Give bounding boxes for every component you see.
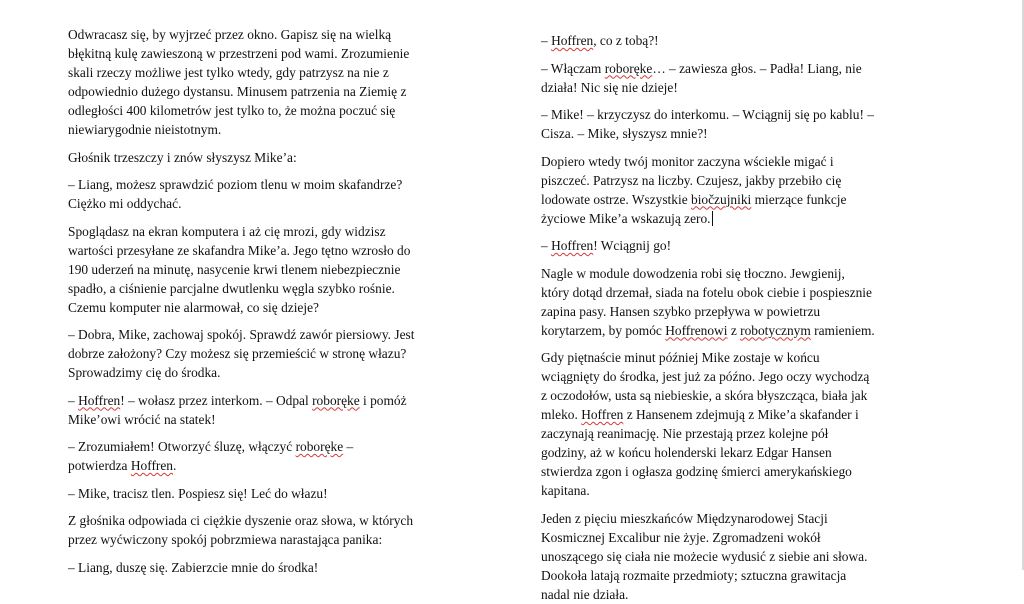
text-run: z Hansenem zdejmują z Mike’a skafander i zaczynają reanimację. Nie przestają przez kolejne pół godziny, aż w końcu holenderski lekarz Edgar Hansen stwierdza zgon i ogłasza godzinę śmierci amerykańskiego kapitana. — [541, 407, 859, 498]
text-run: – Zrozumiałem! Otworzyć śluzę, włączyć — [68, 439, 293, 454]
misspelled-word[interactable]: Hoffren — [130, 458, 173, 473]
text-run: – — [541, 238, 548, 253]
text-run: , co z tobą?! — [593, 33, 659, 48]
paragraph: – Liang, duszę się. Zabierzcie mnie do środka! — [68, 559, 319, 575]
paragraph — [55, 391, 415, 429]
misspelled-word[interactable]: roboręke — [604, 60, 653, 76]
paragraph: – Liang, możesz sprawdzić poziom tlenu w moim skafandrze? Ciężko mi oddychać. — [68, 177, 403, 211]
paragraph: Głośnik trzeszczy i znów słyszysz Mike’a: — [68, 149, 297, 165]
paragraph — [528, 59, 876, 97]
paragraph — [528, 348, 876, 500]
text-run: – — [541, 33, 548, 48]
text-run: i pomóż Mike’owi wrócić na statek! — [68, 392, 407, 427]
text-run: ! Wciągnij go! — [593, 238, 672, 253]
paragraph: – Mike! – krzyczysz do interkomu. – Wciągnij się po kablu! – Cisza. – Mike, słyszysz mnie?! — [541, 107, 874, 141]
text-run: z — [730, 322, 737, 338]
text-run: – Włączam — [541, 60, 602, 76]
misspelled-word[interactable]: Hoffrenowi — [665, 322, 728, 338]
document-page-right[interactable] — [528, 0, 876, 601]
text-run: Dopiero wtedy twój monitor zaczyna wściekle migać i piszczeć. Patrzysz na liczby. Czujesz, jakby przebiło cię lodowate ostrze. Wszystkie — [541, 153, 842, 207]
paragraph — [55, 437, 415, 475]
paragraph — [528, 31, 876, 50]
document-page-left[interactable] — [55, 0, 415, 595]
text-run: … – zawiesza głos. – Padła! Liang, nie działa! Nic się nie dzieje! — [541, 60, 862, 95]
paragraph — [528, 264, 876, 340]
text-run: . — [173, 458, 177, 473]
misspelled-word[interactable]: Hoffren — [581, 407, 624, 422]
paragraph: Z głośnika odpowiada ci ciężkie dyszenie oraz słowa, w których przez wyćwiczony spokój pobrzmiewa narastająca panika: — [68, 513, 414, 547]
misspelled-word[interactable]: robotycznym — [740, 322, 811, 338]
misspelled-word[interactable]: Hoffren — [551, 238, 594, 253]
text-run: ! – wołasz przez interkom. – Odpal — [120, 392, 309, 408]
text-run: mierzące funkcje życiowe Mike’a wskazują zero. — [541, 191, 847, 226]
misspelled-word[interactable]: Hoffren — [551, 33, 594, 48]
text-run: – — [68, 392, 75, 408]
misspelled-word[interactable]: roboręke — [295, 439, 344, 454]
paragraph — [528, 236, 876, 255]
misspelled-word[interactable]: roboręke — [312, 392, 360, 408]
paragraph: – Mike, tracisz tlen. Pospiesz się! Leć do włazu! — [68, 485, 328, 501]
text-cursor — [712, 211, 713, 226]
text-run: Nagle w module dowodzenia robi się tłoczno. Jewgienij, który dotąd drzemał, siada na fotelu obok ciebie i pospiesznie zapina pasy. Hansen szybko przepływa w powietrzu korytarzem, by pomóc — [541, 265, 872, 338]
paragraph: – Dobra, Mike, zachowaj spokój. Sprawdź zawór piersiowy. Jest dobrze założony? Czy możesz się przemieścić w stronę włazu? Sprowadzimy cię do środka. — [68, 327, 415, 380]
misspelled-word[interactable]: biočzujniki — [691, 191, 752, 207]
paragraph: Odwracasz się, by wyjrzeć przez okno. Gapisz się na wielką błękitną kulę zawieszoną w przestrzeni pod wami. Zrozumienie skali rzeczy możliwe jest tylko wtedy, gdy patrzysz na nie z odpowiednio dużego dystansu. Minusem patrzenia na Ziemię z odległości 400 kilometrów jest tylko to, że można poczuć się niewiarygodnie nieistotnym. — [68, 27, 410, 137]
text-run: Gdy piętnaście minut później Mike zostaje w końcu wciągnięty do środka, jest już za późno. Jego oczy wychodzą z oczodołów, usta są niebieskie, a skóra błyszcząca, biała jak mleko. — [541, 350, 870, 422]
paragraph: Jeden z pięciu mieszkańców Międzynarodowej Stacji Kosmicznej Excalibur nie żyje. Zgromadzeni wokół unoszącego się ciała nie możecie wydusić z siebie ani słowa. Dookoła latają rozmaite przedmioty; sztuczna grawitacja nadal nie działa. — [541, 510, 868, 602]
paragraph: Spoglądasz na ekran komputera i aż cię mrozi, gdy widzisz wartości przesyłane ze skafandra Mike’a. Jego tętno wzrosło do 190 uderzeń na minutę, nasycenie krwi tlenem niebezpiecznie spadło, a ciśnienie parcjalne dwutlenku węgla szybko rośnie. Czemu komputer nie alarmował, co się dzieje? — [68, 223, 411, 315]
text-run: – potwierdza — [68, 439, 354, 473]
paragraph — [528, 152, 876, 228]
text-run: ramieniem. — [814, 322, 875, 338]
misspelled-word[interactable]: Hoffren — [78, 392, 121, 408]
